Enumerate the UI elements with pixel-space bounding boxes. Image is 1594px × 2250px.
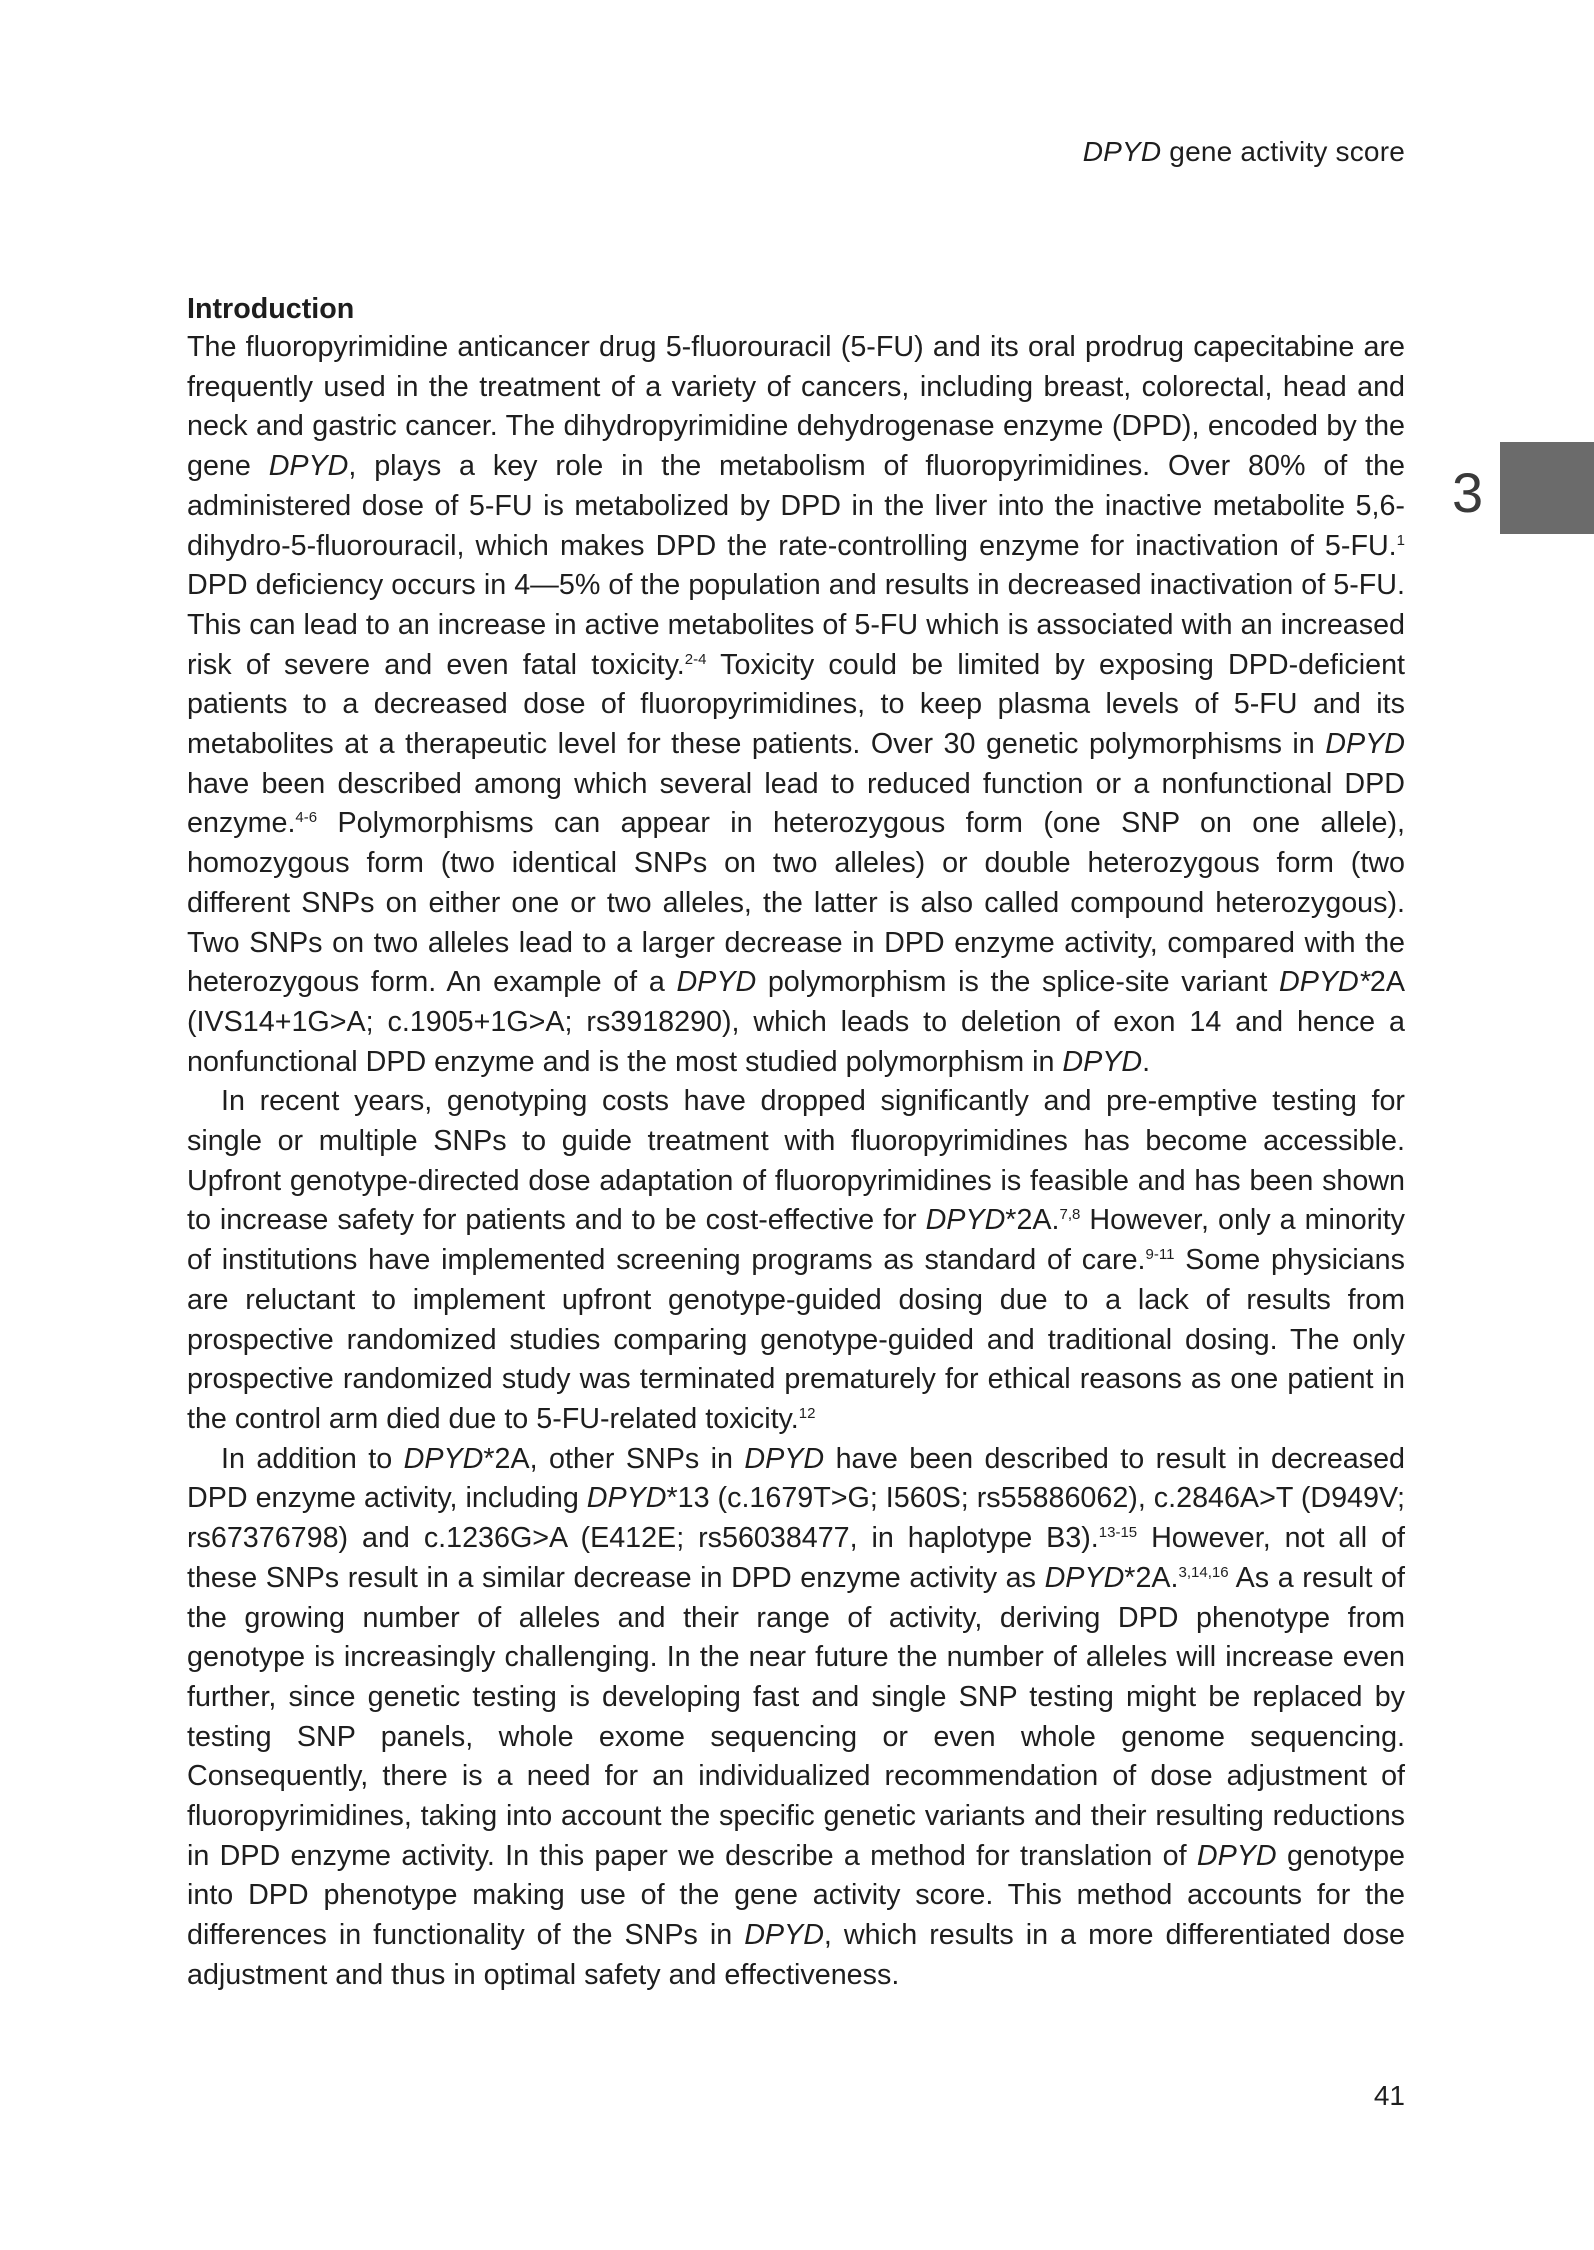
running-header-title: gene activity score: [1161, 136, 1405, 167]
page-number: 41: [1373, 2080, 1405, 2111]
body-text: [187, 290, 1405, 1996]
text-span: Polymorphisms can appear in heterozygous form (one SNP on one allele), homozygous form (two identical SNPs on two alleles) or double heterozygous form (two different SNPs on either one or two alleles, the latter is also called compound heterozygous). Two SNPs on two alleles lead to a larger decrease in DPD enzyme activity, compared with the heterozygous form. An example of a: [187, 807, 1405, 999]
italic-gene: DPYD: [925, 1204, 1006, 1237]
paragraph-1: [187, 328, 1405, 1082]
citation: 12: [798, 1404, 816, 1422]
citation: 2-4: [684, 650, 707, 668]
paragraph-3: [187, 1440, 1405, 1996]
italic-gene: DPYD: [676, 966, 757, 999]
text-span: , which results in a more differentiated dose adjustment and thus in optimal safety and effectiveness.: [187, 1919, 1406, 1991]
citation: 7,8: [1059, 1206, 1081, 1224]
italic-gene: DPYD: [1325, 728, 1405, 761]
running-header-gene: DPYD: [1082, 136, 1162, 167]
italic-gene: DPYD*: [1279, 966, 1370, 999]
chapter-number: 3: [1452, 461, 1484, 524]
text-span: Toxicity could be limited by exposing DPD-deficient patients to a decreased dose of fluoropyrimidines, to keep plasma levels of 5-FU and its metabolites at a therapeutic level for these patients. Over 30 genetic polymorphisms in: [187, 648, 1405, 761]
text-span: *13 (c.1679T>G; I560S; rs55886062), c.2846A>T (D949V; rs67376798) and c.1236G>A (E412E; rs56038477, in haplotype B3).: [187, 1482, 1405, 1555]
italic-gene: DPYD: [1196, 1839, 1277, 1872]
text-span: *2A.: [1005, 1204, 1060, 1237]
citation: 9-11: [1145, 1246, 1175, 1264]
text-span: have been described to result in decreased DPD enzyme activity, including: [187, 1442, 1405, 1515]
text-span: Some physicians are reluctant to implement upfront genotype-guided dosing due to a lack of results from prospective randomized studies comparing genotype-guided and traditional dosing. The only prospective randomized study was terminated prematurely for ethical reasons as one patient in the control arm died due to 5-FU-related toxicity.: [187, 1244, 1405, 1435]
italic-gene: DPYD: [586, 1482, 667, 1515]
text-span: *2A, other SNPs in: [483, 1442, 745, 1475]
citation: 13-15: [1098, 1524, 1138, 1542]
text-span: In addition to: [221, 1442, 404, 1475]
text-span: , plays a key role in the metabolism of fluoropyrimidines. Over 80% of the administered dose of 5-FU is metabolized by DPD in the liver into the inactive metabolite 5,6-dihydro-5-fluorouracil, which makes DPD the rate-controlling enzyme for inactivation of 5-FU.: [187, 450, 1405, 562]
italic-gene: DPYD: [268, 450, 349, 483]
italic-gene: DPYD: [1044, 1561, 1125, 1594]
text-span: .: [1142, 1045, 1151, 1078]
text-span: However, not all of these SNPs result in a similar decrease in DPD enzyme activity as: [187, 1522, 1405, 1594]
text-span: polymorphism is the splice-site variant: [756, 966, 1280, 999]
text-span: have been described among which several lead to reduced function or a nonfunctional DPD enzyme.: [187, 767, 1405, 840]
text-span: 2A (IVS14+1G>A; c.1905+1G>A; rs3918290), which leads to deletion of exon 14 and hence a nonfunctional DPD enzyme and is the most studied polymorphism in: [187, 966, 1405, 1078]
italic-gene: DPYD: [744, 1919, 824, 1952]
text-span: However, only a minority of institutions have implemented screening programs as standard of care.: [187, 1204, 1406, 1277]
running-header: [1083, 136, 1405, 168]
citation: 4-6: [295, 809, 318, 827]
text-span: *2A.: [1124, 1561, 1179, 1594]
text-span: The fluoropyrimidine anticancer drug 5-fluorouracil (5-FU) and its oral prodrug capecitabine are frequently used in the treatment of a variety of cancers, including breast, colorectal, head and neck and gastric cancer. The dihydropyrimidine dehydrogenase enzyme (DPD), encoded by the gene: [187, 331, 1405, 483]
section-heading: Introduction: [187, 293, 355, 325]
italic-gene: DPYD: [744, 1442, 825, 1475]
text-span: DPD deficiency occurs in 4—5% of the population and results in decreased inactivation of 5-FU. This can lead to an increase in active metabolites of 5-FU which is associated with an increased risk of severe and even fatal toxicity.: [187, 569, 1405, 681]
text-span: As a result of the growing number of alleles and their range of activity, deriving DPD phenotype from genotype is increasingly challenging. In the near future the number of alleles will increase even further, since genetic testing is developing fast and single SNP testing might be replaced by testing SNP panels, whole exome sequencing or even whole genome sequencing. Consequently, there is a need for an individualized recommendation of dose adjustment of fluoropyrimidines, taking into account the specific genetic variants and their resulting reductions in DPD enzyme activity. In this paper we describe a method for translation of: [187, 1561, 1405, 1872]
citation: 1: [1396, 531, 1405, 549]
italic-gene: DPYD: [403, 1442, 484, 1475]
chapter-tab-marker: [1500, 442, 1594, 534]
text-span: In recent years, genotyping costs have dropped significantly and pre-emptive testing for single or multiple SNPs to guide treatment with fluoropyrimidines has become accessible. Upfront genotype-directed dose adaptation of fluoropyrimidines is feasible and has been shown to increase safety for patients and to be cost-effective for: [187, 1085, 1405, 1237]
text-span: genotype into DPD phenotype making use of the gene activity score. This method accounts for the differences in functionality of the SNPs in: [187, 1839, 1405, 1952]
citation: 3,14,16: [1178, 1563, 1229, 1581]
paragraph-2: [187, 1082, 1405, 1439]
italic-gene: DPYD: [1062, 1045, 1143, 1078]
